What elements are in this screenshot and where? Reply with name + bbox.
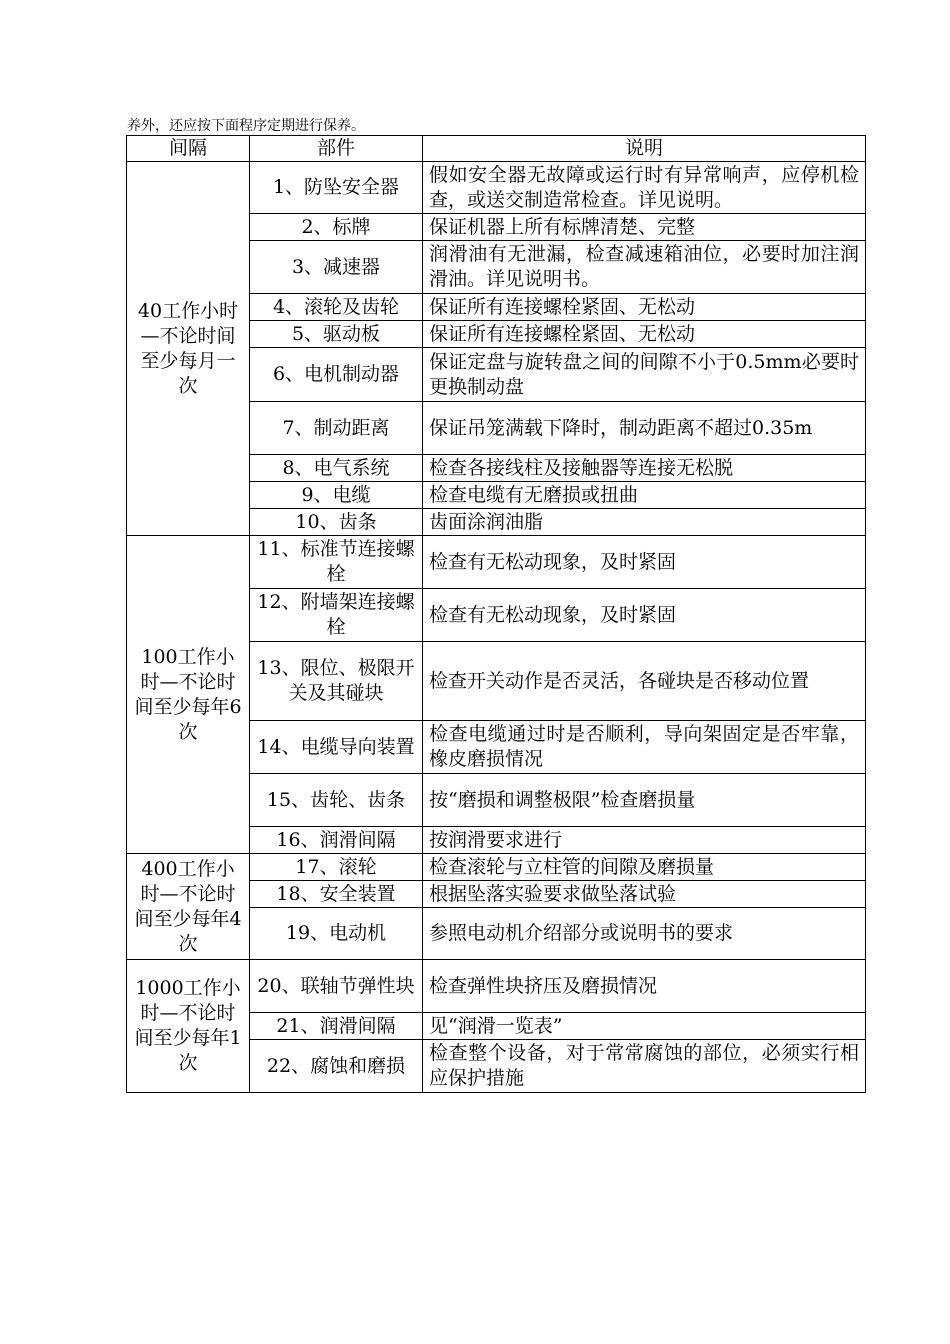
desc-cell: 检查各接线柱及接触器等连接无松脱 (423, 455, 866, 482)
part-cell: 11、标准节连接螺栓 (250, 536, 423, 589)
part-cell: 19、电动机 (250, 908, 423, 960)
desc-cell: 根据坠落实验要求做坠落试验 (423, 881, 866, 908)
table-row (127, 960, 866, 1013)
desc-cell: 参照电动机介绍部分或说明书的要求 (423, 908, 866, 960)
interval-cell: 400工作小时—不论时间至少每年4次 (127, 854, 250, 960)
desc-cell: 检查弹性块挤压及磨损情况 (423, 960, 866, 1013)
part-cell: 6、电机制动器 (250, 348, 423, 402)
desc-cell: 检查滚轮与立柱管的间隙及磨损量 (423, 854, 866, 881)
desc-cell: 假如安全器无故障或运行时有异常响声，应停机检查，或送交制造常检查。详见说明。 (423, 162, 866, 214)
header-desc: 说明 (423, 136, 866, 162)
desc-cell: 保证定盘与旋转盘之间的间隙不小于0.5mm必要时更换制动盘 (423, 348, 866, 402)
part-cell: 18、安全装置 (250, 881, 423, 908)
table-row (127, 854, 866, 881)
desc-cell: 见“润滑一览表” (423, 1013, 866, 1040)
interval-cell: 1000工作小时—不论时间至少每年1次 (127, 960, 250, 1093)
desc-cell: 齿面涂润油脂 (423, 509, 866, 536)
part-cell: 15、齿轮、齿条 (250, 774, 423, 827)
part-cell: 22、腐蚀和磨损 (250, 1040, 423, 1093)
part-cell: 20、联轴节弹性块 (250, 960, 423, 1013)
part-cell: 12、附墙架连接螺栓 (250, 589, 423, 642)
desc-cell: 检查有无松动现象，及时紧固 (423, 589, 866, 642)
desc-cell: 保证所有连接螺栓紧固、无松动 (423, 321, 866, 348)
part-cell: 8、电气系统 (250, 455, 423, 482)
part-cell: 13、限位、极限开关及其碰块 (250, 642, 423, 721)
desc-cell: 检查整个设备，对于常常腐蚀的部位，必须实行相应保护措施 (423, 1040, 866, 1093)
part-cell: 17、滚轮 (250, 854, 423, 881)
part-cell: 21、润滑间隔 (250, 1013, 423, 1040)
part-cell: 2、标牌 (250, 214, 423, 241)
desc-cell: 检查电缆通过时是否顺利，导向架固定是否牢靠，橡皮磨损情况 (423, 721, 866, 774)
intro-text: 养外，还应按下面程序定期进行保养。 (127, 118, 365, 134)
desc-cell: 保证所有连接螺栓紧固、无松动 (423, 294, 866, 321)
part-cell: 10、齿条 (250, 509, 423, 536)
desc-cell: 检查电缆有无磨损或扭曲 (423, 482, 866, 509)
table-row (127, 536, 866, 589)
interval-cell: 40工作小时—不论时间至少每月一次 (127, 162, 250, 536)
part-cell: 4、滚轮及齿轮 (250, 294, 423, 321)
desc-cell: 润滑油有无泄漏，检查减速箱油位，必要时加注润滑油。详见说明书。 (423, 241, 866, 294)
desc-cell: 保证机器上所有标牌清楚、完整 (423, 214, 866, 241)
maintenance-table (126, 135, 866, 1093)
part-cell: 5、驱动板 (250, 321, 423, 348)
desc-cell: 保证吊笼满载下降时，制动距离不超过0.35m (423, 402, 866, 455)
desc-cell: 按“磨损和调整极限”检查磨损量 (423, 774, 866, 827)
table-row (127, 162, 866, 214)
desc-cell: 检查开关动作是否灵活，各碰块是否移动位置 (423, 642, 866, 721)
part-cell: 3、减速器 (250, 241, 423, 294)
desc-cell: 检查有无松动现象，及时紧固 (423, 536, 866, 589)
interval-cell: 100工作小时—不论时间至少每年6次 (127, 536, 250, 854)
part-cell: 16、润滑间隔 (250, 827, 423, 854)
part-cell: 14、电缆导向装置 (250, 721, 423, 774)
part-cell: 7、制动距离 (250, 402, 423, 455)
desc-cell: 按润滑要求进行 (423, 827, 866, 854)
header-part: 部件 (250, 136, 423, 162)
table-header-row (127, 136, 866, 162)
header-interval: 间隔 (127, 136, 250, 162)
part-cell: 9、电缆 (250, 482, 423, 509)
part-cell: 1、防坠安全器 (250, 162, 423, 214)
